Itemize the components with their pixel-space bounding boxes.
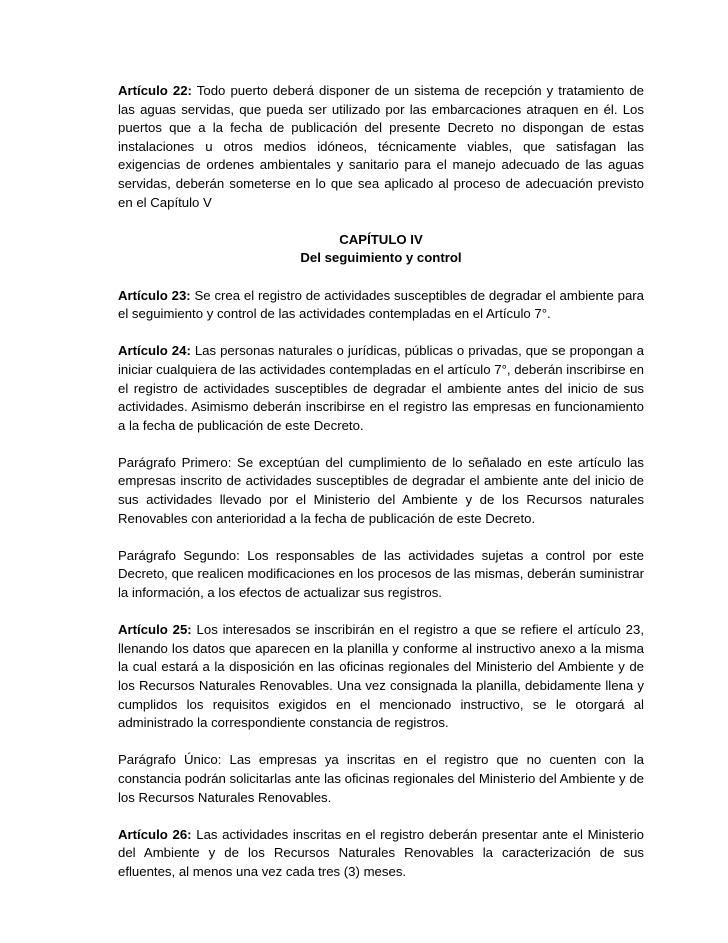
article-heading: Artículo 22: — [118, 83, 192, 98]
article-text: Todo puerto deberá disponer de un sistema de recepción y tratamiento de las aguas servidas, que pueda ser utilizado por las embarcaciones atraquen en él. Los puertos que a la fecha de publicación del presente Decreto no dispongan de estas instalaciones u otros medios idóneos, técnicamente viables, que satisfagan las exigencias de ordenes ambientales y sanitario para el manejo adecuado de las aguas servidas, deberán someterse en lo que sea aplicado al proceso de adecuación previsto en el Capítulo V — [118, 83, 645, 210]
chapter-title: Del seguimiento y control — [300, 250, 462, 266]
chapter-number: CAPÍTULO IV — [339, 231, 423, 247]
article-24 — [118, 342, 644, 435]
chapter-heading — [118, 231, 644, 268]
article-heading: Artículo 26: — [118, 826, 192, 842]
article-text: Los interesados se inscribirán en el registro a que se refiere el artículo 23, llenando los datos que aparecen en la planilla y conforme al instructivo anexo a la misma la cual estará a la disposición en las oficinas regionales del Ministerio del Ambiente y de los Recursos Naturales Renovables. Una vez consignada la planilla, debidamente llena y cumplidos los requisitos exigidos en el mencionado instructivo, se le otorgará al administrado la correspondiente constancia de registros. — [118, 622, 645, 731]
paragrafo-segundo: Parágrafo Segundo: Los responsables de las actividades sujetas a control por este Decreto, que realicen modificaciones en los procesos de las mismas, deberán suministrar la información, a los efectos de actualizar sus registros. — [118, 547, 644, 601]
paragrafo-primero: Parágrafo Primero: Se exceptúan del cumplimiento de lo señalado en este artículo las empresas inscrito de actividades susceptibles de degradar el ambiente ante del inicio de sus actividades llevado por el Ministerio del Ambiente y de los Recursos naturales Renovables con anterioridad a la fecha de publicación de este Decreto. — [118, 454, 644, 526]
article-23 — [118, 287, 644, 324]
article-text: Se crea el registro de actividades susceptibles de degradar el ambiente para el seguimiento y control de las actividades contempladas en el Artículo 7°. — [118, 287, 645, 322]
article-25 — [118, 621, 644, 733]
document-page — [118, 82, 644, 900]
article-26 — [118, 826, 644, 882]
article-text: Las personas naturales o jurídicas, públicas o privadas, que se propongan a iniciar cualquiera de las actividades contempladas en el artículo 7°, deberán inscribirse en el registro de actividades susceptibles de degradar el ambiente antes del inicio de sus actividades. Asimismo deberán inscribirse en el registro las empresas en funcionamiento a la fecha de publicación de este Decreto. — [118, 343, 644, 433]
article-text: Las actividades inscritas en el registro deberán presentar ante el Ministerio del Ambiente y de los Recursos Naturales Renovables la caracterización de sus efluentes, al menos una vez cada tres (3) meses. — [118, 826, 644, 879]
article-heading: Artículo 23: — [118, 287, 191, 303]
paragrafo-unico: Parágrafo Único: Las empresas ya inscritas en el registro que no cuenten con la constancia podrán solicitarlas ante las oficinas regionales del Ministerio del Ambiente y de los Recursos Naturales Renovables. — [118, 752, 644, 805]
article-22 — [118, 82, 644, 212]
article-heading: Artículo 25: — [118, 622, 192, 638]
article-heading: Artículo 24: — [118, 343, 191, 359]
